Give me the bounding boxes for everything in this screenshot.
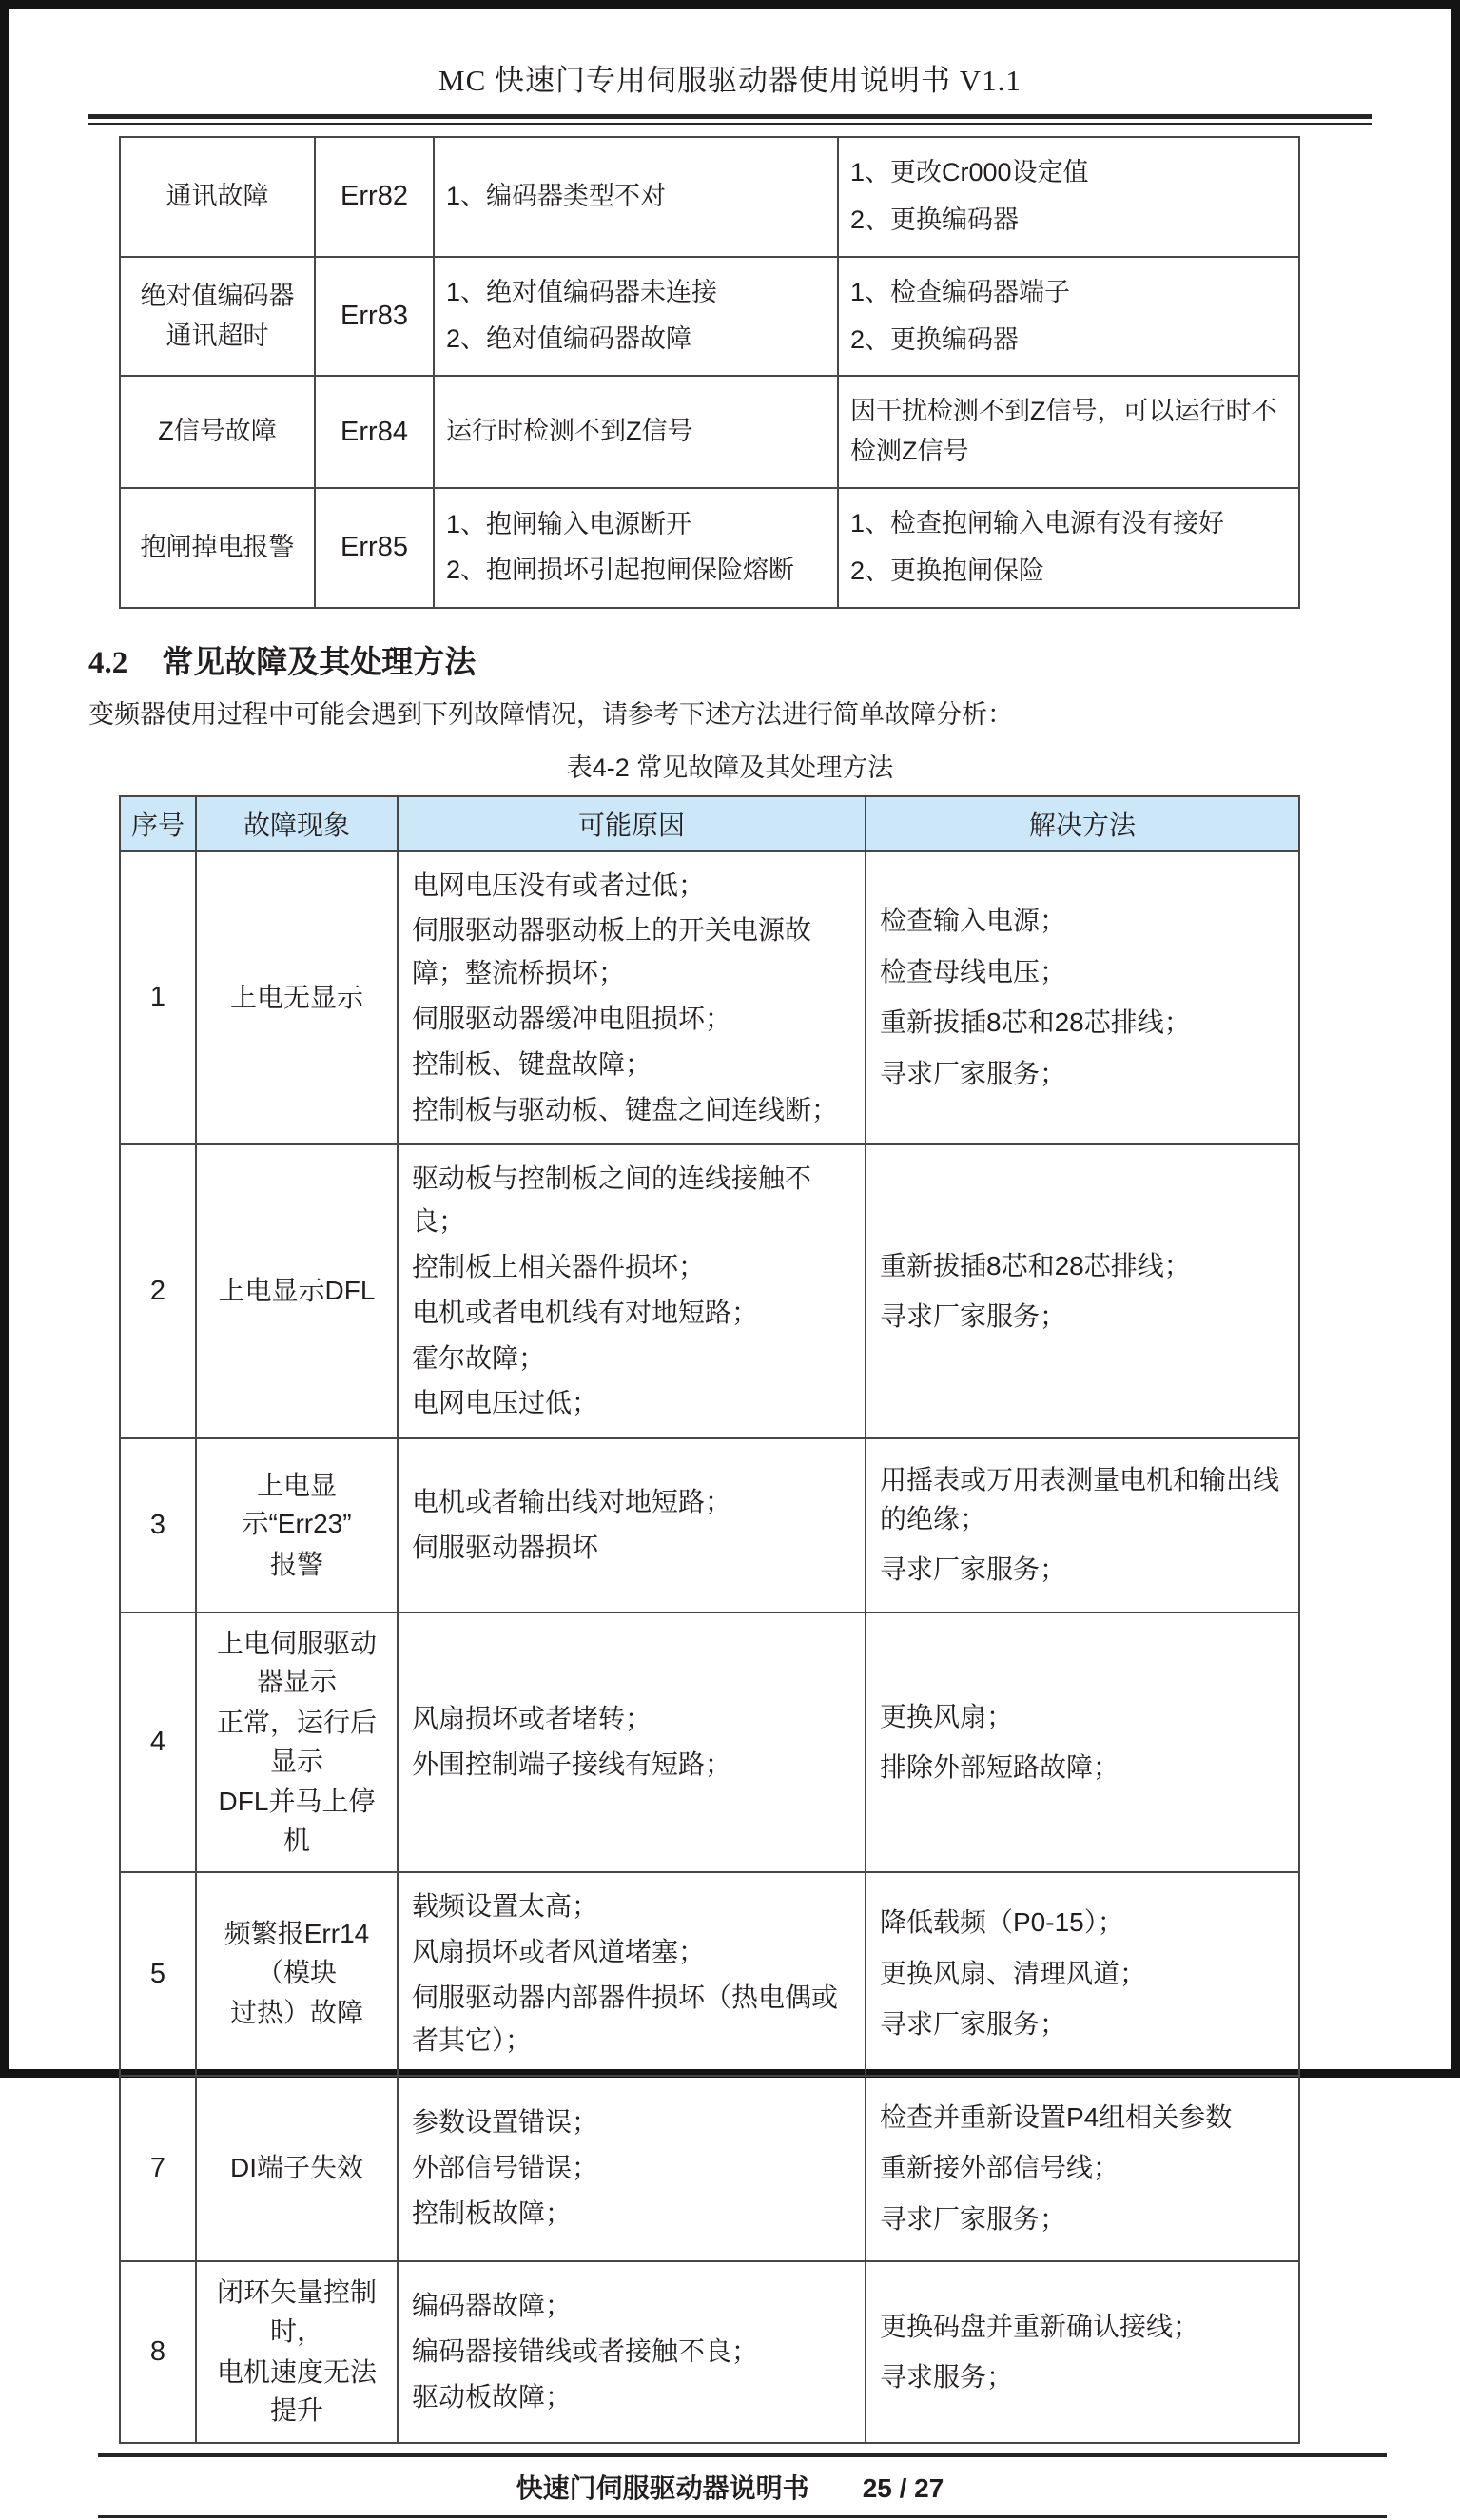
footer-page-number: 25 / 27 bbox=[862, 2472, 944, 2503]
text-line: 伺服驱动器驱动板上的开关电源故障；整流桥损坏； bbox=[412, 915, 812, 988]
phenomenon-cell bbox=[196, 1872, 398, 2075]
solution-cell bbox=[838, 137, 1299, 257]
section-number: 4.2 bbox=[88, 645, 128, 680]
text-line: 寻求厂家服务； bbox=[880, 1059, 1067, 1089]
solution-cell bbox=[866, 2076, 1299, 2262]
text-line: 上电显示“Err23” bbox=[242, 1470, 352, 1539]
fault-table-body bbox=[120, 851, 1299, 2443]
text-line: 风扇损坏或者风道堵塞； bbox=[412, 1937, 706, 1967]
footer-doc-name: 快速门伺服驱动器说明书 bbox=[516, 2472, 809, 2503]
fault-table bbox=[119, 795, 1300, 2444]
text-line: 检查母线电压； bbox=[880, 956, 1067, 987]
cause-cell bbox=[398, 1612, 866, 1873]
text-line: 伺服驱动器缓冲电阻损坏； bbox=[412, 1003, 732, 1033]
phenomenon-cell bbox=[196, 1612, 398, 1873]
text-line: 寻求厂家服务； bbox=[880, 1554, 1067, 1585]
text-line: 上电无显示 bbox=[229, 982, 363, 1012]
text-line: 运行时检测不到Z信号 bbox=[446, 417, 693, 446]
text-line: DI端子失效 bbox=[229, 2153, 363, 2183]
row-number-cell: 4 bbox=[120, 1612, 196, 1873]
text-line: 更换风扇、清理风道； bbox=[880, 1958, 1147, 1988]
text-line: 重新拔插8芯和28芯排线； bbox=[880, 1250, 1191, 1280]
fault-table-row bbox=[120, 2076, 1299, 2262]
fault-name-cell bbox=[120, 137, 315, 257]
phenomenon-cell bbox=[196, 2076, 398, 2262]
cause-cell bbox=[398, 1438, 866, 1612]
text-line: 参数设置错误； bbox=[412, 2107, 599, 2138]
fault-table-row bbox=[120, 1612, 1299, 1873]
error-table-row bbox=[120, 488, 1299, 608]
text-line: 排除外部短路故障； bbox=[880, 1752, 1120, 1783]
footer-divider-top bbox=[98, 2453, 1387, 2460]
text-line: 通讯故障 bbox=[165, 181, 269, 210]
text-line: 1、更改Cr000设定值 bbox=[850, 158, 1089, 186]
error-code-cell: Err82 bbox=[315, 137, 434, 257]
text-line: 绝对值编码器 bbox=[140, 281, 295, 310]
fault-table-row bbox=[120, 1438, 1299, 1612]
text-line: 控制板上相关器件损坏； bbox=[412, 1251, 706, 1281]
text-line: 电网电压过低； bbox=[412, 1388, 599, 1418]
solution-cell bbox=[838, 488, 1299, 608]
text-line: 2、绝对值编码器故障 bbox=[446, 324, 692, 354]
text-line: 上电显示DFL bbox=[218, 1276, 376, 1306]
footer-divider-bottom bbox=[98, 2515, 1387, 2520]
text-line: 控制板故障； bbox=[412, 2198, 573, 2228]
cause-cell bbox=[434, 376, 838, 488]
text-line: 风扇损坏或者堵转； bbox=[412, 1704, 652, 1734]
text-line: 载频设置太高； bbox=[412, 1891, 599, 1922]
fault-table-row bbox=[120, 2261, 1299, 2442]
solution-cell bbox=[866, 1612, 1299, 1873]
solution-cell bbox=[866, 1438, 1299, 1612]
document-page bbox=[9, 56, 1451, 2520]
phenomenon-cell bbox=[196, 1144, 398, 1438]
text-line: 通讯超时 bbox=[165, 321, 269, 350]
error-table-row bbox=[120, 137, 1299, 257]
cause-cell bbox=[398, 1144, 866, 1438]
column-header: 序号 bbox=[120, 796, 196, 851]
text-line: 霍尔故障； bbox=[412, 1342, 546, 1373]
text-line: Z信号故障 bbox=[158, 417, 277, 446]
text-line: 控制板与驱动板、键盘之间连线断； bbox=[412, 1094, 839, 1124]
phenomenon-cell bbox=[196, 851, 398, 1145]
text-line: 寻求厂家服务； bbox=[880, 1301, 1067, 1332]
solution-cell bbox=[838, 257, 1299, 377]
page-footer bbox=[88, 2453, 1372, 2520]
cause-cell bbox=[398, 2076, 866, 2262]
header-divider bbox=[88, 114, 1372, 125]
text-line: 更换风扇； bbox=[880, 1701, 1014, 1731]
text-line: 1、检查抱闸输入电源有没有接好 bbox=[850, 509, 1225, 538]
text-line: 降低载频（P0-15）； bbox=[880, 1907, 1124, 1938]
cause-cell bbox=[398, 851, 866, 1145]
cause-cell bbox=[398, 1872, 866, 2075]
fault-table-header-row bbox=[120, 796, 1299, 851]
fault-name-cell bbox=[120, 376, 315, 488]
text-line: 用摇表或万用表测量电机和输出线的绝缘； bbox=[880, 1465, 1280, 1533]
text-line: 驱动板与控制板之间的连线接触不良； bbox=[412, 1163, 812, 1237]
column-header: 故障现象 bbox=[196, 796, 398, 851]
text-line: 寻求服务； bbox=[880, 2362, 1014, 2393]
cause-cell bbox=[434, 137, 838, 257]
fault-table-row bbox=[120, 1872, 1299, 2075]
text-line: 电网电压没有或者过低； bbox=[412, 869, 706, 900]
section-heading bbox=[88, 637, 1372, 682]
cause-cell bbox=[398, 2261, 866, 2442]
error-code-cell: Err83 bbox=[315, 257, 434, 377]
text-line: 寻求厂家服务； bbox=[880, 2203, 1067, 2234]
error-table-row bbox=[120, 376, 1299, 488]
text-line: 驱动板故障； bbox=[412, 2382, 573, 2412]
text-line: 检查输入电源； bbox=[880, 906, 1067, 936]
solution-cell bbox=[866, 2261, 1299, 2442]
text-line: 频繁报Err14（模块 bbox=[224, 1919, 370, 1987]
row-number-cell: 3 bbox=[120, 1438, 196, 1612]
text-line: 重新接外部信号线； bbox=[880, 2153, 1120, 2183]
text-line: 上电伺服驱动器显示 bbox=[216, 1628, 377, 1697]
text-line: DFL并马上停机 bbox=[218, 1787, 376, 1855]
text-line: 1、绝对值编码器未连接 bbox=[446, 278, 718, 307]
table-caption: 表4-2 常见故障及其处理方法 bbox=[566, 752, 894, 782]
row-number-cell: 5 bbox=[120, 1872, 196, 2075]
text-line: 2、更换抱闸保险 bbox=[850, 556, 1045, 585]
text-line: 2、抱闸损坏引起抱闸保险熔断 bbox=[446, 556, 795, 585]
solution-cell bbox=[866, 851, 1299, 1145]
row-number-cell: 1 bbox=[120, 851, 196, 1145]
column-header: 可能原因 bbox=[398, 796, 866, 851]
text-line: 2、更换编码器 bbox=[850, 324, 1020, 354]
solution-cell bbox=[838, 376, 1299, 488]
text-line: 外围控制端子接线有短路； bbox=[412, 1749, 732, 1780]
text-line: 控制板、键盘故障； bbox=[412, 1048, 652, 1079]
text-line: 报警 bbox=[269, 1549, 323, 1579]
text-line: 更换码盘并重新确认接线； bbox=[880, 2311, 1200, 2341]
fault-name-cell bbox=[120, 488, 315, 608]
solution-cell bbox=[866, 1872, 1299, 2075]
text-line: 伺服驱动器内部器件损坏（热电偶或者其它）； bbox=[412, 1983, 839, 2055]
fault-name-cell bbox=[120, 257, 315, 377]
text-line: 编码器接错线或者接触不良； bbox=[412, 2336, 759, 2367]
footer-text bbox=[88, 2468, 1372, 2506]
text-line: 伺服驱动器损坏 bbox=[412, 1533, 599, 1562]
text-line: 编码器故障； bbox=[412, 2291, 573, 2321]
page-title: MC 快速门专用伺服驱动器使用说明书 V1.1 bbox=[438, 64, 1022, 97]
row-number-cell: 2 bbox=[120, 1144, 196, 1438]
row-number-cell: 7 bbox=[120, 2076, 196, 2262]
text-line: 2、更换编码器 bbox=[850, 205, 1020, 234]
text-line: 电机或者输出线对地短路； bbox=[412, 1487, 732, 1517]
error-code-cell: Err85 bbox=[315, 488, 434, 608]
text-line: 电机速度无法提升 bbox=[216, 2356, 377, 2426]
error-code-table-body bbox=[120, 137, 1299, 608]
error-table-row bbox=[120, 257, 1299, 377]
fault-table-row bbox=[120, 1144, 1299, 1438]
text-line: 抱闸掉电报警 bbox=[140, 532, 295, 561]
text-line: 因干扰检测不到Z信号，可以运行时不检测Z信号 bbox=[850, 397, 1277, 466]
text-line: 1、抱闸输入电源断开 bbox=[446, 509, 692, 538]
text-line: 重新拔插8芯和28芯排线； bbox=[880, 1007, 1191, 1038]
text-line: 电机或者电机线有对地短路； bbox=[412, 1297, 759, 1327]
solution-cell bbox=[866, 1144, 1299, 1438]
phenomenon-cell bbox=[196, 1438, 398, 1612]
text-line: 1、检查编码器端子 bbox=[850, 277, 1071, 306]
text-line: 检查并重新设置P4组相关参数 bbox=[880, 2101, 1233, 2132]
text-line: 外部信号错误； bbox=[412, 2153, 599, 2183]
error-code-table bbox=[119, 136, 1300, 609]
fault-table-row bbox=[120, 851, 1299, 1145]
cause-cell bbox=[434, 257, 838, 377]
intro-paragraph: 变频器使用过程中可能会遇到下列故障情况，请参考下述方法进行简单故障分析： bbox=[88, 699, 1013, 729]
column-header: 解决方法 bbox=[866, 796, 1299, 851]
section-title: 常见故障及其处理方法 bbox=[162, 645, 477, 680]
text-line: 闭环矢量控制时， bbox=[216, 2277, 377, 2347]
text-line: 正常，运行后显示 bbox=[216, 1708, 377, 1776]
text-line: 过热）故障 bbox=[229, 1998, 363, 2028]
cause-cell bbox=[434, 488, 838, 608]
text-line: 1、编码器类型不对 bbox=[446, 181, 667, 210]
row-number-cell: 8 bbox=[120, 2261, 196, 2442]
error-code-cell: Err84 bbox=[315, 376, 434, 488]
text-line: 寻求厂家服务； bbox=[880, 2009, 1067, 2040]
phenomenon-cell bbox=[196, 2261, 398, 2442]
